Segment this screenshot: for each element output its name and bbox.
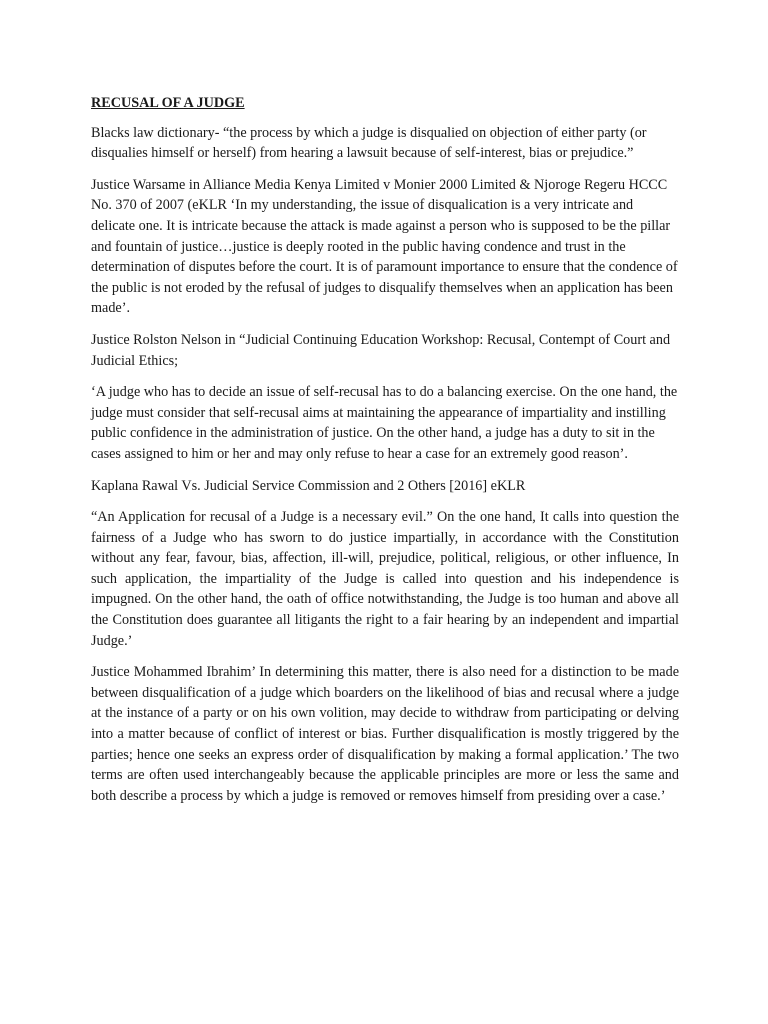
paragraph-blacks-law-definition: Blacks law dictionary- “the process by which a judge is disqualied on objection of either party (or disqualies himself or herself) from hearing a lawsuit because of self-interest, bias or prejudice.” bbox=[91, 124, 647, 162]
paragraph-self-recusal-quote: ‘A judge who has to decide an issue of self-recusal has to do a balancing exercise. On the one hand, the judge must consider that self-recusal aims at maintaining the appearance of impartiality and instilling public confidence in the administration of justice. On the other hand, a judge has a duty to sit in the cases assigned to him or her and may only refuse to hear a case for an extremely good reason’. bbox=[91, 384, 678, 462]
paragraph-kaplana-rawal-case: Kaplana Rawal Vs. Judicial Service Commission and 2 Others [2016] eKLR bbox=[91, 477, 526, 494]
document-title: RECUSAL OF A JUDGE bbox=[91, 95, 245, 111]
paragraph-justice-mohammed-ibrahim: Justice Mohammed Ibrahim’ In determining this matter, there is also need for a distinction to be made between disqualification of a judge which boarders on the likelihood of bias and recusal where a judge at the instance of a party or on his own volition, may decide to withdraw from participating or delving into a matter because of conflict of interest or bias. Further disqualification is mostly triggered by the parties; hence one seeks an express order of disqualification by making a formal application.’ The two terms are often used interchangeably because the applicable principles are more or less the same and both describe a process by which a judge is removed or removes himself from presiding over a case.’ bbox=[91, 664, 679, 804]
paragraph-justice-warsame: Justice Warsame in Alliance Media Kenya Limited v Monier 2000 Limited & Njoroge Regeru HCCC No. 370 of 2007 (eKLR ‘In my understanding, the issue of disqualication is a very intricate and delicate one. It is intricate because the attack is made against a person who is supposed to be the pillar and fountain of justice…justice is deeply rooted in the public having condence and trust in the determination of disputes before the court. It is of paramount importance to ensure that the condence of the public is not eroded by the refusal of judges to disqualify themselves when an application has been made’. bbox=[91, 176, 678, 317]
paragraph-necessary-evil-quote: “An Application for recusal of a Judge is a necessary evil.” On the one hand, It calls into question the fairness of a Judge who has sworn to do justice impartially, in accordance with the Constitution without any fear, favour, bias, affection, ill-will, prejudice, political, religious, or other influence, In such application, the impartiality of the Judge is called into question and his independence is impugned. On the other hand, the oath of office notwithstanding, the Judge is too human and above all the Constitution does guarantee all litigants the right to a fair hearing by an independent and impartial Judge.’ bbox=[91, 509, 679, 649]
paragraph-justice-rolston-nelson: Justice Rolston Nelson in “Judicial Continuing Education Workshop: Recusal, Contempt of Court and Judicial Ethics; bbox=[91, 331, 671, 369]
document-page bbox=[91, 93, 679, 817]
